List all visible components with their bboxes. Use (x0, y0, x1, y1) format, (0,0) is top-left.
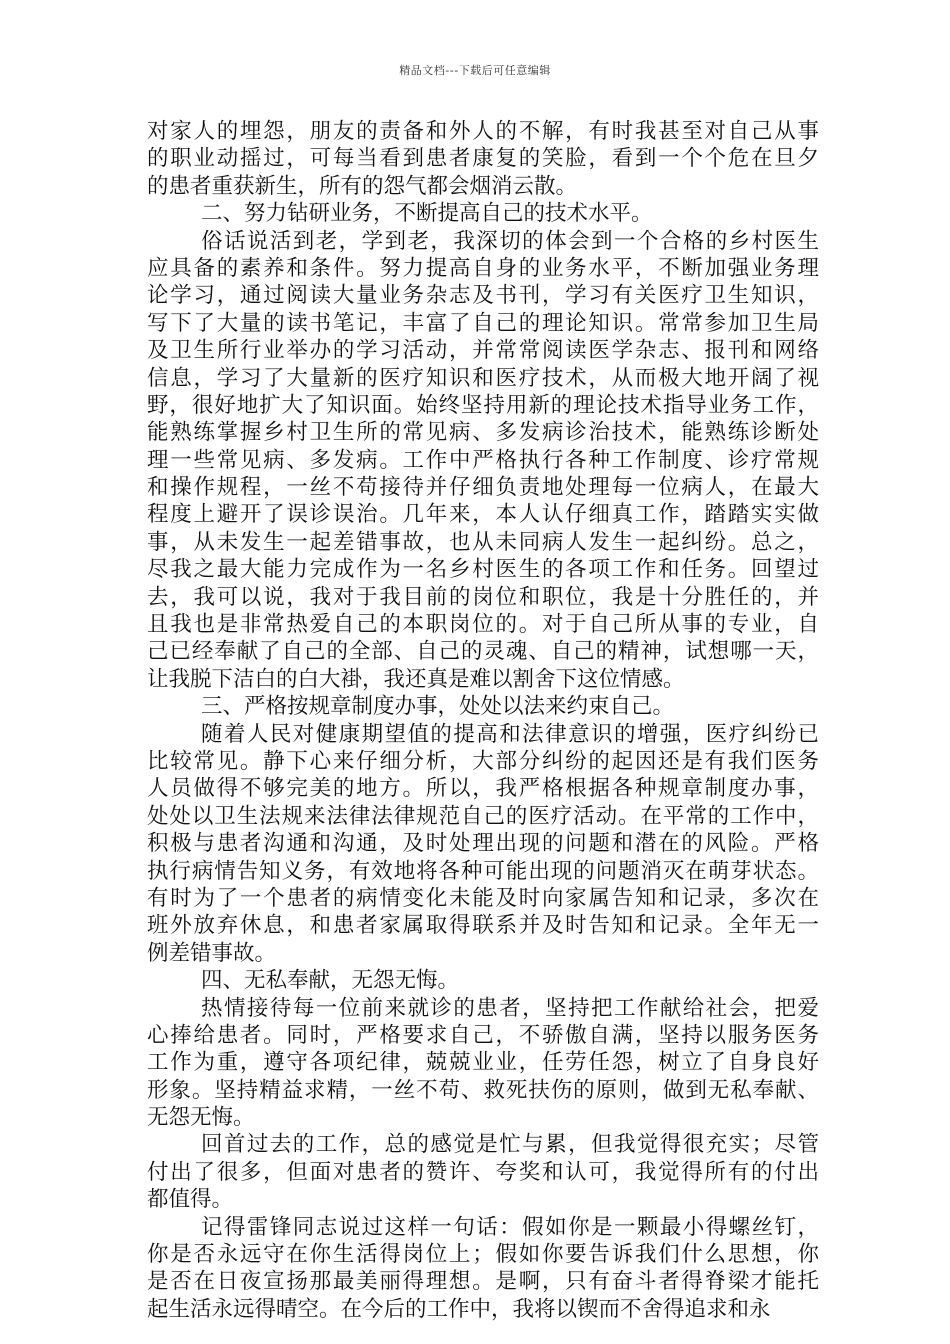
paragraph-h2 (147, 200, 819, 227)
text-line: 三、严格按规章制度办事，处处以法来约束自己。 (201, 694, 675, 720)
text-line: 野，很好地扩大了知识面。始终坚持用新的理论技术指导业务工作， (147, 392, 819, 418)
text-line: 写下了大量的读书笔记，丰富了自己的理论知识。常常参加卫生局 (147, 310, 819, 336)
text-line: 二、努力钻研业务，不断提高自己的技术水平。 (201, 201, 653, 227)
paragraph-p1 (147, 118, 819, 200)
text-line: 热情接待每一位前来就诊的患者，坚持把工作献给社会，把爱 (201, 995, 819, 1021)
text-line: 四、无私奉献，无怨无悔。 (201, 968, 460, 994)
text-line: 积极与患者沟通和沟通，及时处理出现的问题和潜在的风险。严格 (147, 831, 819, 857)
text-line: 有时为了一个患者的病情变化未能及时向家属告知和记录，多次在 (147, 885, 819, 911)
document-body (147, 118, 819, 1323)
text-line: 事，从未发生一起差错事故，也从未同病人发生一起纠纷。总之， (147, 529, 819, 555)
text-line: 无怨无悔。 (147, 1105, 255, 1131)
text-line: 及卫生所行业举办的学习活动，并常常阅读医学杂志、报刊和网络 (147, 338, 819, 364)
text-line: 处处以卫生法规来法律法律规范自己的医疗活动。在平常的工作中， (147, 803, 819, 829)
text-line: 理一些常见病、多发病。工作中严格执行各种工作制度、诊疗常规 (147, 447, 819, 473)
text-line: 让我脱下洁白的白大褂，我还真是难以割舍下这位情感。 (147, 666, 685, 692)
text-line: 论学习，通过阅读大量业务杂志及书刊，学习有关医疗卫生知识， (147, 283, 819, 309)
paragraph-p6 (147, 1214, 819, 1324)
page-header: 精品文档---下载后可任意编辑 (399, 64, 551, 77)
text-line: 能熟练掌握乡村卫生所的常见病、多发病诊治技术，能熟练诊断处 (147, 420, 819, 446)
text-line: 形象。坚持精益求精，一丝不苟、救死扶伤的原则，做到无私奉献、 (147, 1077, 819, 1103)
text-line: 例差错事故。 (147, 940, 277, 966)
text-line: 是否在日夜宣扬那最美丽得理想。是啊，只有奋斗者得脊梁才能托 (147, 1269, 819, 1295)
text-line: 的患者重获新生，所有的怨气都会烟消云散。 (147, 173, 578, 199)
text-line: 且我也是非常热爱自己的本职岗位的。对于自己所从事的专业，自 (147, 612, 819, 638)
text-line: 己已经奉献了自己的全部、自己的灵魂、自己的精神，试想哪一天， (147, 639, 819, 665)
text-line: 尽我之最大能力完成作为一名乡村医生的各项工作和任务。回望过 (147, 557, 819, 583)
text-line: 随着人民对健康期望值的提高和法律意识的增强，医疗纠纷已 (201, 721, 819, 747)
text-line: 付出了很多，但面对患者的赞许、夸奖和认可，我觉得所有的付出 (147, 1159, 819, 1185)
text-line: 你是否永远守在你生活得岗位上；假如你要告诉我们什么思想，你 (147, 1242, 819, 1268)
text-line: 执行病情告知义务，有效地将各种可能出现的问题消灭在萌芽状态。 (147, 858, 819, 884)
text-line: 对家人的埋怨，朋友的责备和外人的不解，有时我甚至对自己从事 (147, 119, 819, 144)
paragraph-p2 (147, 228, 819, 694)
text-line: 的职业动摇过，可每当看到患者康复的笑脸，看到一个个危在旦夕 (147, 146, 819, 172)
paragraph-p3 (147, 721, 819, 968)
paragraph-p5 (147, 1131, 819, 1213)
text-line: 去，我可以说，我对于我目前的岗位和职位，我是十分胜任的，并 (147, 584, 819, 610)
text-line: 心捧给患者。同时，严格要求自己，不骄傲自满，坚持以服务医务 (147, 1022, 819, 1048)
text-line: 信息，学习了大量新的医疗知识和医疗技术，从而极大地开阔了视 (147, 365, 819, 391)
text-line: 比较常见。静下心来仔细分析，大部分纠纷的起因还是有我们医务 (147, 748, 819, 774)
text-line: 回首过去的工作，总的感觉是忙与累，但我觉得很充实；尽管 (201, 1132, 819, 1158)
text-line: 人员做得不够完美的地方。所以，我严格根据各种规章制度办事， (147, 776, 819, 802)
text-line: 应具备的素养和条件。努力提高自身的业务水平，不断加强业务理 (147, 255, 819, 281)
text-line: 都值得。 (147, 1187, 234, 1213)
paragraph-p4 (147, 995, 819, 1132)
text-line: 记得雷锋同志说过这样一句话：假如你是一颗最小得螺丝钉， (201, 1214, 819, 1240)
text-line: 起生活永远得晴空。在今后的工作中，我将以锲而不舍得追求和永 (147, 1296, 771, 1322)
paragraph-h4 (147, 967, 819, 994)
text-line: 班外放弃休息，和患者家属取得联系并及时告知和记录。全年无一 (147, 913, 819, 939)
text-line: 俗话说活到老，学到老，我深切的体会到一个合格的乡村医生 (201, 228, 819, 254)
text-line: 工作为重，遵守各项纪律，兢兢业业，任劳任怨，树立了自身良好 (147, 1050, 819, 1076)
text-line: 和操作规程，一丝不苟接待并仔细负责地处理每一位病人，在最大 (147, 475, 819, 501)
paragraph-h3 (147, 693, 819, 720)
text-line: 程度上避开了误诊误治。几年来，本人认仔细真工作，踏踏实实做 (147, 502, 819, 528)
